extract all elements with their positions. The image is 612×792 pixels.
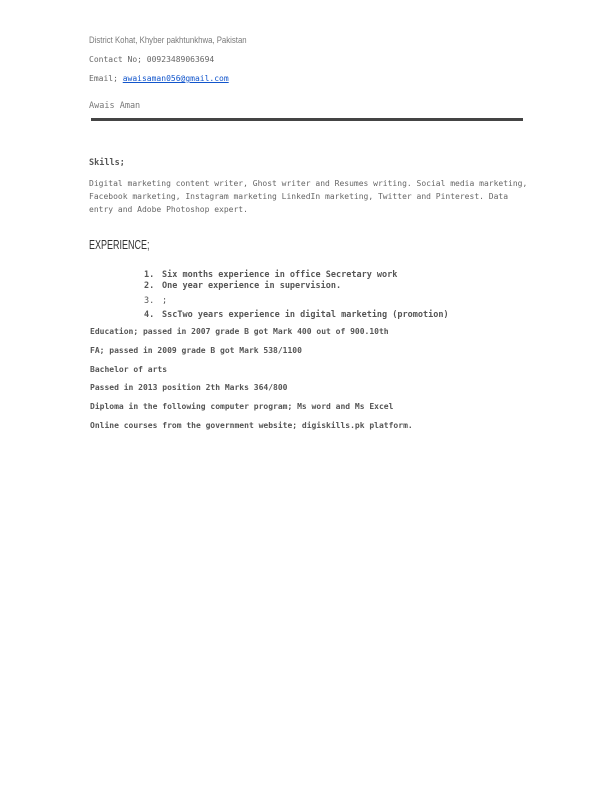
skills-body: Digital marketing content writer, Ghost writer and Resumes writing. Social media marketing, Facebook marketing, Instagram marketing LinkedIn marketing, Twitter and Pinterest. Data entry and Adobe Photoshop expert. xyxy=(89,179,528,214)
experience-item xyxy=(144,310,449,321)
email-link[interactable]: awaisaman056@gmail.com xyxy=(122,74,229,83)
contact-number: Contact No; 00923489063694 xyxy=(89,55,215,64)
experience-text: One year experience in supervision. xyxy=(162,281,342,291)
header-divider xyxy=(91,118,523,121)
address-line: District Kohat, Khyber pakhtunkhwa, Pakistan xyxy=(89,35,247,46)
experience-item xyxy=(144,270,449,281)
education-line: Passed in 2013 position 2th Marks 364/800 xyxy=(90,383,288,392)
list-number: 3. xyxy=(144,296,155,306)
skills-heading: Skills; xyxy=(89,158,125,168)
education-line: FA; passed in 2009 grade B got Mark 538/1100 xyxy=(90,346,302,355)
education-line: Bachelor of arts xyxy=(90,365,168,374)
experience-text: SscTwo years experience in digital marketing (promotion) xyxy=(162,310,449,320)
experience-text: Six months experience in office Secretary work xyxy=(162,270,398,280)
list-number: 2. xyxy=(144,281,155,291)
experience-list xyxy=(144,270,449,321)
education-line: Online courses from the government website; digiskills.pk platform. xyxy=(90,421,413,430)
experience-item xyxy=(144,292,449,310)
education-line: Education; passed in 2007 grade B got Mark 400 out of 900.10th xyxy=(90,327,389,336)
email-label: Email; xyxy=(89,74,123,83)
candidate-name: Awais Aman xyxy=(89,101,141,111)
experience-text: ; xyxy=(162,296,168,306)
education-line: Diploma in the following computer program; Ms word and Ms Excel xyxy=(90,402,394,411)
experience-heading: EXPERIENCE; xyxy=(89,238,150,252)
list-number: 4. xyxy=(144,310,155,320)
email-line xyxy=(89,74,229,83)
experience-item xyxy=(144,281,449,292)
list-number: 1. xyxy=(144,270,155,280)
